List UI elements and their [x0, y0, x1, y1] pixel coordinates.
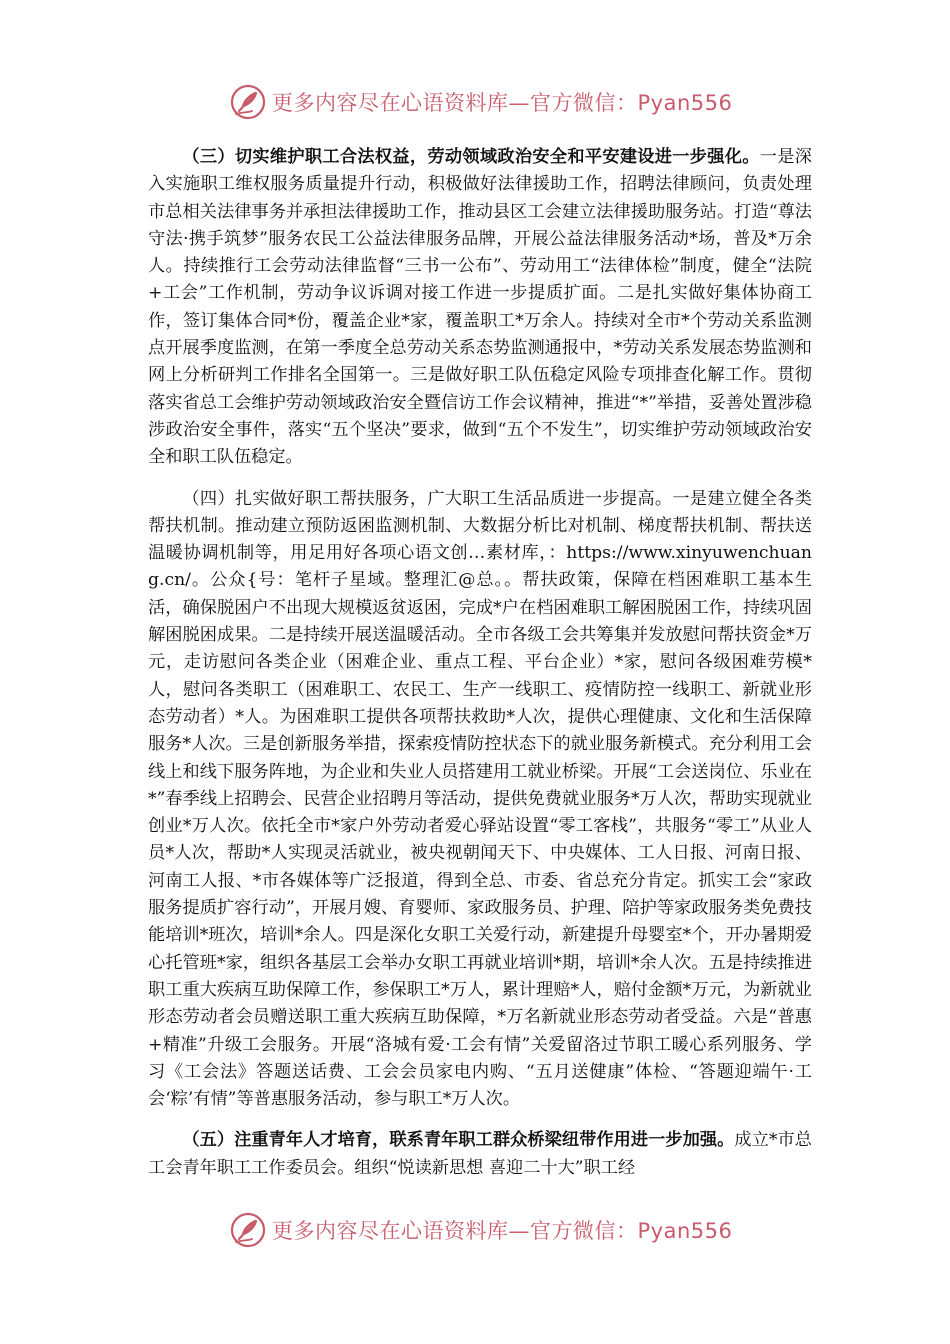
- paragraph-section-5: [148, 1127, 812, 1182]
- document-body: [148, 144, 812, 1182]
- watermark-banner-bottom: [230, 1206, 750, 1254]
- paragraph-text: （四）扎实做好职工帮扶服务，广大职工生活品质进一步提高。一是建立健全各类帮扶机制。推动建立预防返困监测机制、大数据分析比对机制、梯度帮扶机制、帮扶送温暖协调机制等，用足用好各项心语文创…素材库，：https://www.xinyuwenchuang.cn/。公众{号：笔杆子星域。整理汇@总。。帮扶政策，保障在档困难职工基本生活，确保脱困户不出现大规模返贫返困，完成*户在档困难职工解困脱困工作，持续巩固解困脱困成果。二是持续开展送温暖活动。全市各级工会共筹集并发放慰问帮扶资金*万元，走访慰问各类企业（困难企业、重点工程、平台企业）*家，慰问各级困难劳模*人，慰问各类职工（困难职工、农民工、生产一线职工、疫情防控一线职工、新就业形态劳动者）*人。为困难职工提供各项帮扶救助*人次，提供心理健康、文化和生活保障服务*人次。三是创新服务举措，探索疫情防控状态下的就业服务新模式。充分利用工会线上和线下服务阵地，为企业和失业人员搭建用工就业桥梁。开展“工会送岗位、乐业在*”春季线上招聘会、民营企业招聘月等活动，提供免费就业服务*万人次，帮助实现就业创业*万人次。依托全市*家户外劳动者爱心驿站设置“零工客栈”，共服务“零工”从业人员*人次，帮助*人实现灵活就业，被央视朝闻天下、中央媒体、工人日报、河南日报、河南工人报、*市各媒体等广泛报道，得到全总、市委、省总充分肯定。抓实工会“家政服务提质扩容行动”，开展月嫂、育婴师、家政服务员、护理、陪护等家政服务类免费技能培训*班次，培训*余人。四是深化女职工关爱行动，新建提升母婴室*个，开办暑期爱心托管班*家，组织各基层工会举办女职工再就业培训*期，培训*余人次。五是持续推进职工重大疾病互助保障工作，参保职工*万人，累计理赔*人，赔付金额*万元，为新就业形态劳动者会员赠送职工重大疾病互助保障，*万名新就业形态劳动者受益。六是“普惠+精准”升级工会服务。开展“洛城有爱·工会有情”关爱留洛过节职工暖心系列服务、学习《工会法》答题送话费、工会会员家电内购、“五月送健康”体检、“答题迎端午·工会‘粽’有情”等普惠服务活动，参与职工*万人次。: [148, 488, 812, 1110]
- quill-logo-icon: [230, 1212, 266, 1248]
- paragraph-text: 一是深入实施职工维权服务质量提升行动，积极做好法律援助工作，招聘法律顾问，负责处理市总相关法律事务并承担法律援助工作，推动县区工会建立法律援助服务站。打造“尊法守法·携手筑梦”服务农民工公益法律服务品牌，开展公益法律服务活动*场，普及*万余人。持续推行工会劳动法律监督“三书一公布”、劳动用工“法律体检”制度，健全“法院+工会”工作机制，劳动争议诉调对接工作进一步提质扩面。二是扎实做好集体协商工作，签订集体合同*份，覆盖企业*家，覆盖职工*万余人。持续对全市*个劳动关系监测点开展季度监测，在第一季度全总劳动关系态势监测通报中，*劳动关系发展态势监测和网上分析研判工作排名全国第一。三是做好职工队伍稳定风险专项排查化解工作。贯彻落实省总工会维护劳动领域政治安全暨信访工作会议精神，推进“*”举措，妥善处置涉稳涉政治安全事件，落实“五个坚决”要求，做到“五个不发生”，切实维护劳动领域政治安全和职工队伍稳定。: [148, 147, 812, 468]
- section-heading: （三）切实维护职工合法权益，劳动领域政治安全和平安建设进一步强化。: [182, 147, 760, 167]
- paragraph-section-4: [148, 486, 812, 1114]
- section-heading: （五）注重青年人才培育，联系青年职工群众桥梁纽带作用进一步加强。: [182, 1130, 735, 1151]
- quill-logo-icon: [230, 84, 266, 120]
- watermark-text: 更多内容尽在心语资料库—官方微信：Pyan556: [272, 91, 733, 115]
- watermark-text: 更多内容尽在心语资料库—官方微信：Pyan556: [272, 1219, 733, 1243]
- paragraph-section-3: [148, 144, 812, 472]
- watermark-banner-top: [230, 78, 750, 126]
- paragraph-text: 成立*市总工会青年职工工作委员会。组织“悦读新思想 喜迎二十大”职工经: [148, 1130, 812, 1178]
